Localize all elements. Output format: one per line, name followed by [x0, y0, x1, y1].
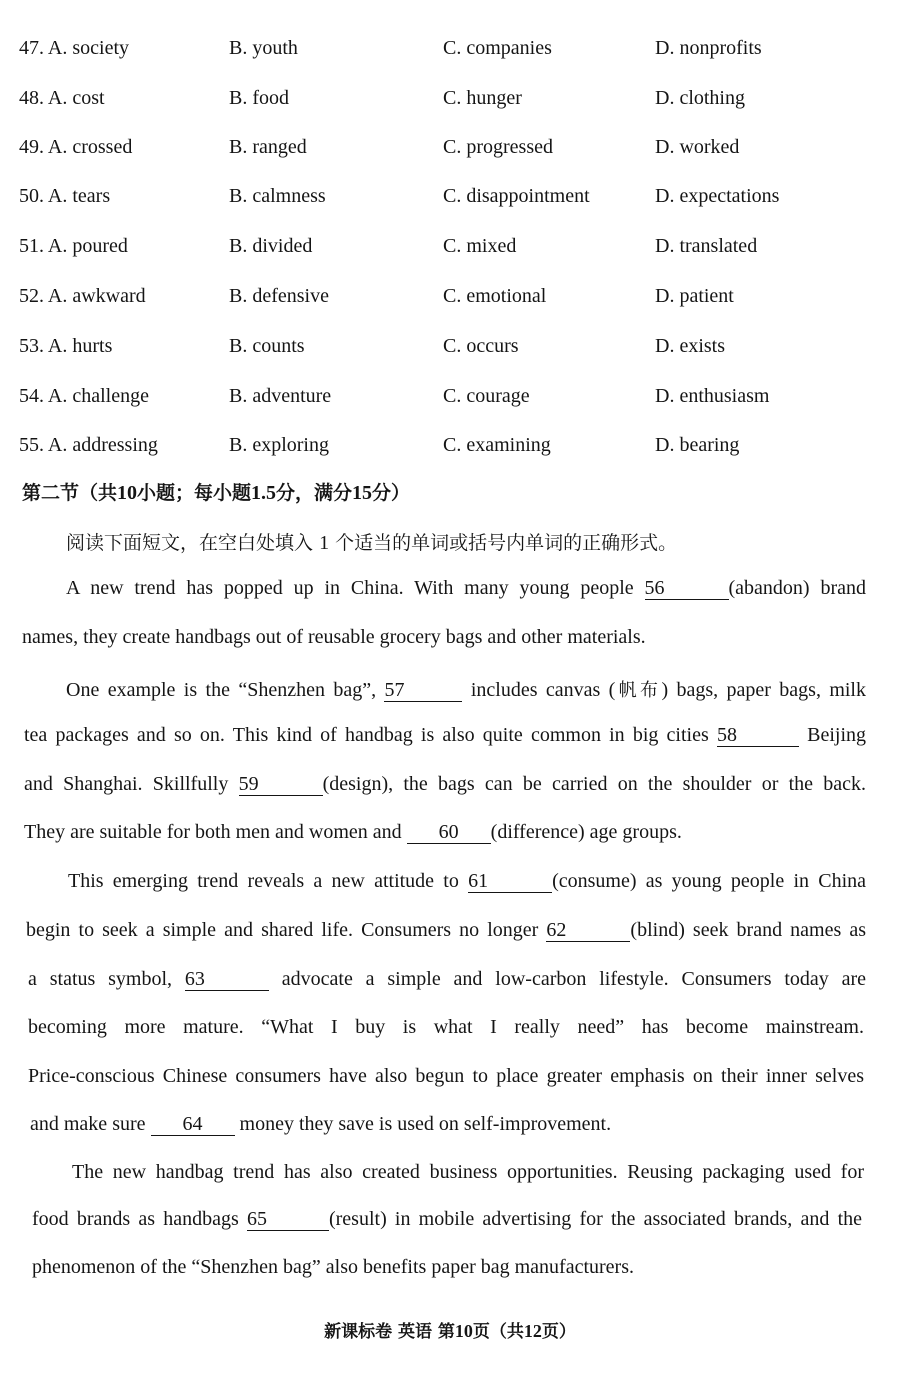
option-d: D. nonprofits	[655, 37, 762, 59]
blank-59[interactable]: 59	[239, 773, 323, 796]
option-d: D. worked	[655, 136, 740, 158]
passage-line: begin to seek a simple and shared life. Consumers no longer 62 (blind) seek brand names as	[26, 919, 866, 941]
option-c: C. progressed	[443, 136, 553, 158]
passage-line: and make sure 64 money they save is used on self-improvement.	[30, 1113, 612, 1135]
option-c: C. disappointment	[443, 185, 590, 207]
option-d: D. patient	[655, 285, 734, 307]
option-c: C. hunger	[443, 87, 522, 109]
option-d: D. expectations	[655, 185, 780, 207]
passage-line: becoming more mature. “What I buy is what I really need” has become mainstream.	[28, 1016, 864, 1038]
page-footer: 新课标卷 英语 第10页（共12页）	[324, 1321, 576, 1342]
instruction-text: 阅读下面短文，在空白处填入 1 个适当的单词或括号内单词的正确形式。	[66, 532, 678, 554]
passage-line: They are suitable for both men and women and 60 (difference) age groups.	[24, 821, 682, 843]
option-row-55	[0, 434, 900, 464]
option-a: 47. A. society	[19, 37, 129, 59]
option-a: 55. A. addressing	[19, 434, 158, 456]
option-b: B. youth	[229, 37, 298, 59]
option-d: D. exists	[655, 335, 725, 357]
option-c: C. examining	[443, 434, 551, 456]
blank-63[interactable]: 63	[185, 968, 269, 991]
option-b: B. divided	[229, 235, 313, 257]
option-c: C. mixed	[443, 235, 517, 257]
option-row-47	[0, 37, 900, 67]
passage-line: A new trend has popped up in China. With many young people 56 (abandon) brand	[66, 577, 866, 599]
passage-line: names, they create handbags out of reusable grocery bags and other materials.	[22, 626, 646, 648]
blank-56[interactable]: 56	[645, 577, 729, 600]
option-a: 54. A. challenge	[19, 385, 149, 407]
option-a: 50. A. tears	[19, 185, 111, 207]
blank-61[interactable]: 61	[468, 870, 552, 893]
passage-line: tea packages and so on. This kind of handbag is also quite common in big cities 58 Beijing	[24, 724, 867, 746]
blank-65[interactable]: 65	[247, 1208, 329, 1231]
option-d: D. translated	[655, 235, 758, 257]
blank-57[interactable]: 57	[384, 679, 462, 702]
option-row-48	[0, 87, 900, 117]
option-c: C. companies	[443, 37, 552, 59]
option-d: D. enthusiasm	[655, 385, 770, 407]
passage-line: Price-conscious Chinese consumers have also begun to place greater emphasis on their inner selves	[28, 1065, 864, 1087]
passage-line: One example is the “Shenzhen bag”, 57 includes canvas (帆布) bags, paper bags, milk	[66, 679, 866, 701]
option-row-52	[0, 285, 900, 315]
option-row-53	[0, 335, 900, 365]
option-c: C. emotional	[443, 285, 547, 307]
option-a: 48. A. cost	[19, 87, 105, 109]
blank-64[interactable]: 64	[151, 1113, 235, 1136]
option-row-50	[0, 185, 900, 215]
blank-62[interactable]: 62	[546, 919, 630, 942]
option-d: D. clothing	[655, 87, 745, 109]
option-b: B. calmness	[229, 185, 326, 207]
option-b: B. counts	[229, 335, 305, 357]
passage-line: The new handbag trend has also created business opportunities. Reusing packaging used for	[72, 1161, 864, 1183]
blank-60[interactable]: 60	[407, 821, 491, 844]
option-b: B. ranged	[229, 136, 307, 158]
option-b: B. adventure	[229, 385, 332, 407]
option-row-51	[0, 235, 900, 265]
option-a: 53. A. hurts	[19, 335, 113, 357]
option-b: B. food	[229, 87, 289, 109]
passage-line: food brands as handbags 65 (result) in mobile advertising for the associated brands, and the	[32, 1208, 863, 1230]
option-c: C. courage	[443, 385, 530, 407]
passage-line: This emerging trend reveals a new attitude to 61 (consume) as young people in China	[68, 870, 867, 892]
option-row-54	[0, 385, 900, 415]
option-a: 49. A. crossed	[19, 136, 133, 158]
passage-line: and Shanghai. Skillfully 59 (design), the bags can be carried on the shoulder or the back.	[24, 773, 866, 795]
option-a: 51. A. poured	[19, 235, 128, 257]
option-c: C. occurs	[443, 335, 519, 357]
option-b: B. exploring	[229, 434, 329, 456]
passage-line: phenomenon of the “Shenzhen bag” also benefits paper bag manufacturers.	[32, 1256, 634, 1278]
option-row-49	[0, 136, 900, 166]
passage-line: a status symbol, 63 advocate a simple and low-carbon lifestyle. Consumers today are	[28, 968, 867, 990]
section-heading: 第二节（共10小题；每小题1.5分，满分15分）	[22, 482, 411, 504]
blank-58[interactable]: 58	[717, 724, 799, 747]
option-d: D. bearing	[655, 434, 740, 456]
option-a: 52. A. awkward	[19, 285, 146, 307]
option-b: B. defensive	[229, 285, 329, 307]
